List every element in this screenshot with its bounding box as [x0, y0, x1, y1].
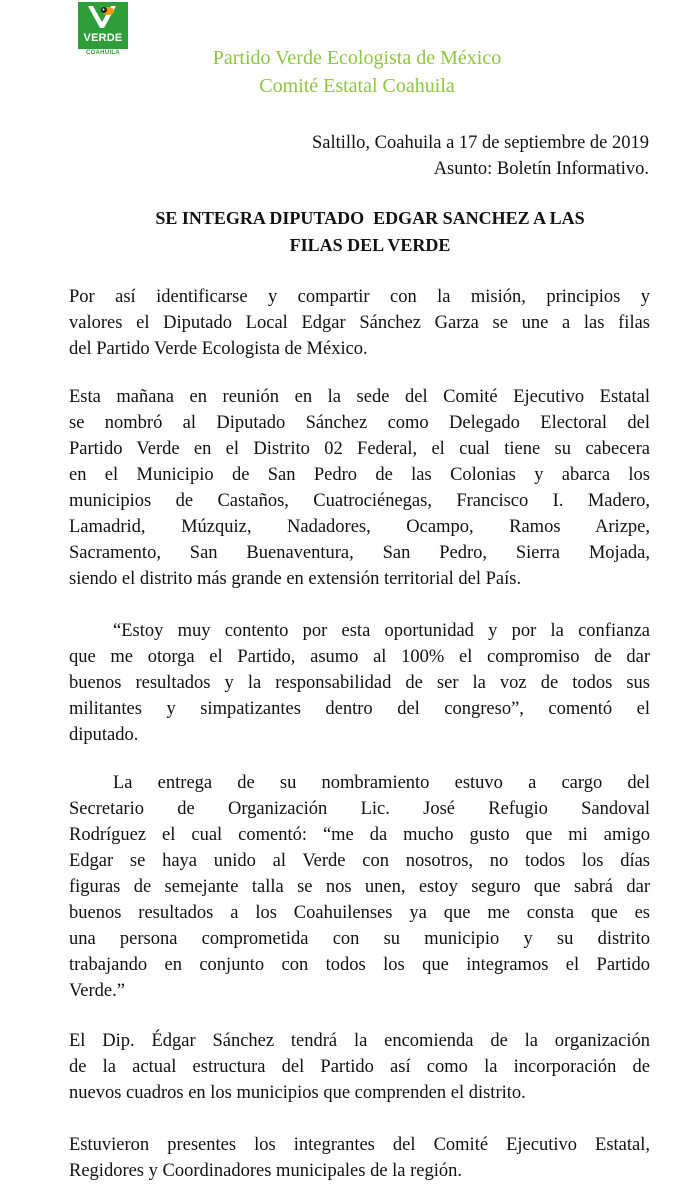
- paragraph-line: municipios de Castaños, Cuatrociénegas, Francisco I. Madero,: [69, 491, 650, 511]
- paragraph-line: Lamadrid, Múzquiz, Nadadores, Ocampo, Ramos Arizpe,: [69, 517, 650, 537]
- logo-subtitle: COAHUILA: [85, 50, 121, 56]
- paragraph-line: Verde.”: [69, 981, 125, 1001]
- paragraph-line: La entrega de su nombramiento estuvo a cargo del: [113, 773, 650, 793]
- logo-wordmark: VERDE: [83, 32, 123, 44]
- paragraph-line: Regidores y Coordinadores municipales de la región.: [69, 1161, 463, 1181]
- paragraph-line: Partido Verde en el Distrito 02 Federal, el cual tiene su cabecera: [69, 439, 650, 459]
- paragraph-line: que me otorga el Partido, asumo al 100% el compromiso de dar: [69, 647, 650, 667]
- subject-line: Asunto: Boletín Informativo.: [433, 159, 649, 179]
- letterhead: [100, 44, 614, 100]
- paragraph-line: Por así identificarse y compartir con la misión, principios y: [69, 287, 650, 307]
- paragraph-line: buenos resultados a los Coahuilenses ya que me consta que es: [69, 903, 650, 923]
- paragraph-line: figuras de semejante talla se nos unen, estoy seguro que sabrá dar: [69, 877, 650, 897]
- paragraph-line: en el Municipio de San Pedro de las Colonias y abarca los: [69, 465, 650, 485]
- paragraph-line: trabajando en conjunto con todos los que integramos el Partido: [69, 955, 650, 975]
- paragraph-line: Esta mañana en reunión en la sede del Comité Ejecutivo Estatal: [69, 387, 650, 407]
- paragraph-line: buenos resultados y la responsabilidad de ser la voz de todos sus: [69, 673, 650, 693]
- logo-badge: [78, 2, 128, 49]
- paragraph-line: militantes y simpatizantes dentro del congreso”, comentó el: [69, 699, 650, 719]
- body-paragraph: [69, 618, 650, 748]
- paragraph-line: siendo el distrito más grande en extensión territorial del País.: [69, 569, 522, 589]
- paragraph-line: Edgar se haya unido al Verde con nosotros, no todos los días: [69, 851, 650, 871]
- party-name: Partido Verde Ecologista de México: [212, 47, 502, 69]
- body-paragraph: [69, 384, 650, 592]
- committee-name: Comité Estatal Coahuila: [259, 75, 455, 97]
- paragraph-line: El Dip. Édgar Sánchez tendrá la encomienda de la organización: [69, 1031, 650, 1051]
- toucan-icon: [78, 2, 128, 32]
- paragraph-line: de la actual estructura del Partido así como la incorporación de: [69, 1057, 650, 1077]
- place-date: Saltillo, Coahuila a 17 de septiembre de 2019: [311, 133, 649, 153]
- paragraph-line: nuevos cuadros en los municipios que comprenden el distrito.: [69, 1083, 526, 1103]
- body-paragraph: [69, 284, 650, 362]
- body-paragraph: [69, 1028, 650, 1106]
- bulletin-title: [60, 205, 680, 259]
- paragraph-line: “Estoy muy contento por esta oportunidad y por la confianza: [113, 621, 650, 641]
- paragraph-line: Secretario de Organización Lic. José Refugio Sandoval: [69, 799, 650, 819]
- paragraph-line: Sacramento, San Buenaventura, San Pedro, Sierra Mojada,: [69, 543, 650, 563]
- title-line: FILAS DEL VERDE: [289, 235, 451, 255]
- paragraph-line: del Partido Verde Ecologista de México.: [69, 339, 368, 359]
- paragraph-line: valores el Diputado Local Edgar Sánchez Garza se une a las filas: [69, 313, 650, 333]
- paragraph-line: Rodríguez el cual comentó: “me da mucho gusto que mi amigo: [69, 825, 650, 845]
- paragraph-line: Estuvieron presentes los integrantes del Comité Ejecutivo Estatal,: [69, 1135, 650, 1155]
- paragraph-line: se nombró al Diputado Sánchez como Delegado Electoral del: [69, 413, 650, 433]
- paragraph-line: diputado.: [69, 725, 139, 745]
- letter-meta: [312, 130, 649, 182]
- title-line: SE INTEGRA DIPUTADO EDGAR SANCHEZ A LAS: [155, 208, 585, 228]
- body-paragraph: [69, 1132, 650, 1184]
- paragraph-line: una persona comprometida con su municipio y su distrito: [69, 929, 650, 949]
- body-paragraph: [69, 770, 650, 1004]
